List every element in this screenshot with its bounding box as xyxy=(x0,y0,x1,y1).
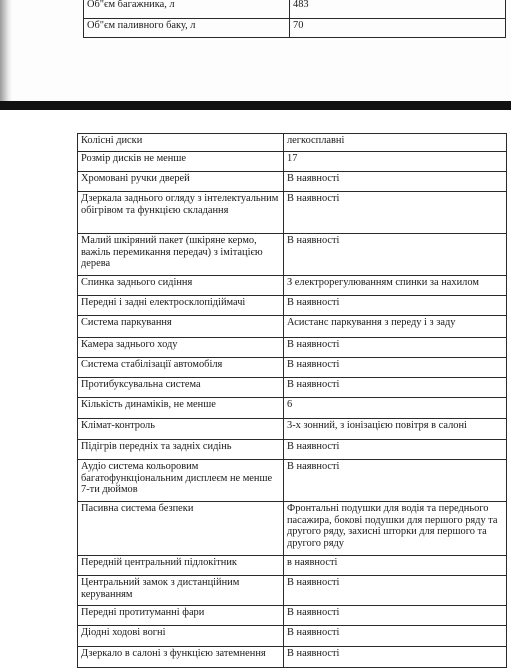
spec-value: 6 xyxy=(284,398,507,419)
spec-value: В наявності xyxy=(284,296,507,316)
spec-value: Фронтальні подушки для водія та переднього пасажира, бокові подушки для першого ряду та другого ряду, захисні шторки для першого та другого ряду xyxy=(284,502,507,556)
specs-table-top xyxy=(83,0,506,38)
spec-value: 3-х зонний, з іонізацією повітря в салоні xyxy=(284,419,507,440)
spec-label: Розмір дисків не менше xyxy=(78,152,284,172)
spec-label: Центральний замок з дистанційним керуванням xyxy=(78,576,284,606)
spec-value: В наявності xyxy=(284,172,507,192)
spec-value: В наявності xyxy=(284,626,507,647)
spec-label: Клімат-контроль xyxy=(78,419,284,440)
specs-table-main xyxy=(77,133,507,668)
spec-value: 483 xyxy=(290,0,506,19)
spec-value: В наявності xyxy=(284,234,507,276)
table-row xyxy=(78,358,507,378)
spec-value: В наявності xyxy=(284,192,507,234)
table-row xyxy=(78,398,507,419)
spec-value: 17 xyxy=(284,152,507,172)
spec-label: Діодні ходові вогні xyxy=(78,626,284,647)
table-row xyxy=(78,378,507,398)
spec-value: В наявності xyxy=(284,378,507,398)
table-row xyxy=(78,172,507,192)
spec-label: Протибуксувальна система xyxy=(78,378,284,398)
spec-value: В наявності xyxy=(284,358,507,378)
spec-label: Малий шкіряний пакет (шкіряне кермо, важіль перемикання передач) з імітацією дерева xyxy=(78,234,284,276)
spec-label: Підігрів передніх та задніх сидінь xyxy=(78,440,284,460)
page-shadow-edge xyxy=(0,0,12,103)
spec-label: Передні і задні електросклопідіймачі xyxy=(78,296,284,316)
spec-value: В наявності xyxy=(284,647,507,668)
spec-label: Аудіо система кольоровим багатофункціональним дисплеєм не менше 7-ти дюймов xyxy=(78,460,284,502)
spec-label: Система стабілізації автомобіля xyxy=(78,358,284,378)
table-row xyxy=(78,192,507,234)
page-divider-bar xyxy=(0,101,511,110)
table-row xyxy=(84,0,506,19)
table-row xyxy=(78,440,507,460)
spec-value: В наявності xyxy=(284,460,507,502)
table-row xyxy=(78,152,507,172)
spec-label: Система паркування xyxy=(78,316,284,338)
spec-label: Об"єм багажника, л xyxy=(84,0,290,19)
table-row xyxy=(78,460,507,502)
table-row xyxy=(84,19,506,38)
table-row xyxy=(78,419,507,440)
table-row xyxy=(78,134,507,152)
spec-label: Дзеркало в салоні з функцією затемнення xyxy=(78,647,284,668)
spec-value: легкосплавні xyxy=(284,134,507,152)
spec-value: В наявності xyxy=(284,606,507,626)
table-row xyxy=(78,296,507,316)
table-row xyxy=(78,316,507,338)
table-row xyxy=(78,606,507,626)
spec-label: Передні протитуманні фари xyxy=(78,606,284,626)
table-row xyxy=(78,234,507,276)
spec-value: В наявності xyxy=(284,576,507,606)
spec-label: Дзеркала заднього огляду з інтелектуальним обігрівом та функцією складання xyxy=(78,192,284,234)
spec-value: 70 xyxy=(290,19,506,38)
table-row xyxy=(78,556,507,576)
table-row xyxy=(78,338,507,358)
spec-value: В наявності xyxy=(284,440,507,460)
table-row xyxy=(78,502,507,556)
spec-value: Асистанс паркування з переду і з заду xyxy=(284,316,507,338)
spec-label: Камера заднього ходу xyxy=(78,338,284,358)
spec-value: З електрорегулюванням спинки за нахилом xyxy=(284,276,507,296)
table-row xyxy=(78,276,507,296)
spec-label: Передній центральний підлокітник xyxy=(78,556,284,576)
table-row xyxy=(78,626,507,647)
spec-label: Пасивна система безпеки xyxy=(78,502,284,556)
spec-label: Кількість динаміків, не менше xyxy=(78,398,284,419)
spec-label: Спинка заднього сидіння xyxy=(78,276,284,296)
table-row xyxy=(78,647,507,668)
spec-label: Об"єм паливного баку, л xyxy=(84,19,290,38)
spec-value: в наявності xyxy=(284,556,507,576)
spec-value: В наявності xyxy=(284,338,507,358)
spec-label: Хромовані ручки дверей xyxy=(78,172,284,192)
spec-label: Колісні диски xyxy=(78,134,284,152)
table-row xyxy=(78,576,507,606)
